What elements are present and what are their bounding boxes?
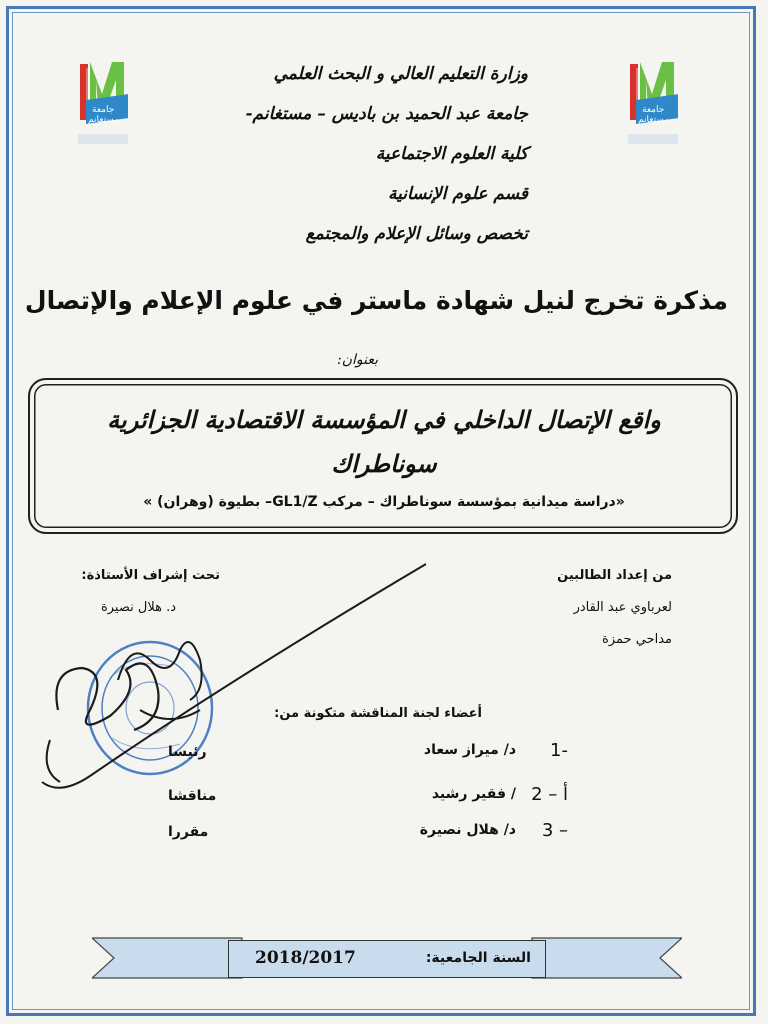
student-name-1: لعرباوي عبد القادر xyxy=(573,600,672,615)
title-label: بعنوان: xyxy=(337,352,378,368)
member-role-2: مناقشا xyxy=(168,788,217,804)
handwritten-signature xyxy=(30,560,430,800)
degree-title: مذكرة تخرج لنيل شهادة ماستر في علوم الإعلام والإتصال xyxy=(24,286,728,315)
supervisor-name: د. هلال نصيرة xyxy=(100,600,176,615)
university-logo-left xyxy=(72,58,134,158)
university-name: جامعة عبد الحميد بن باديس – مستغانم- xyxy=(245,104,528,124)
svg-text:مستغانم: مستغانم xyxy=(638,115,670,125)
svg-text:جامعة: جامعة xyxy=(642,105,665,115)
thesis-title-line2: سوناطراك xyxy=(331,450,437,478)
svg-text:مستغانم: مستغانم xyxy=(88,115,120,125)
students-label: من إعداد الطالبين xyxy=(557,568,672,583)
thesis-title-line1: واقع الإتصال الداخلي في المؤسسة الاقتصادية الجزائرية xyxy=(107,406,661,434)
member-role-3: مقررا xyxy=(168,824,209,840)
member-name: د/ ميراز سعاد xyxy=(423,742,516,758)
member-number: 3 – xyxy=(541,820,568,841)
department-name: قسم علوم الإنسانية xyxy=(388,184,528,204)
member-name: د/ هلال نصيرة xyxy=(419,822,516,838)
thesis-subtitle: «دراسة ميدانية بمؤسسة سوناطراك – مركب GL1/Z– بطيوة (وهران) » xyxy=(143,494,625,510)
member-role-1: رئيسا xyxy=(168,744,207,760)
member-name: / فقير رشيد xyxy=(431,786,516,802)
student-name-2: مداحي حمزة xyxy=(602,632,672,647)
university-logo-right xyxy=(622,58,684,158)
member-number: 2 – أ xyxy=(531,784,568,805)
academic-year-box xyxy=(228,940,546,978)
svg-text:جامعة: جامعة xyxy=(92,105,115,115)
supervisor-label: تحت إشراف الأستاذة: xyxy=(81,568,220,583)
member-number: 1- xyxy=(550,740,568,761)
academic-year-value: 2018/2017 xyxy=(255,948,356,968)
faculty-name: كلية العلوم الاجتماعية xyxy=(375,144,528,164)
academic-year-label: السنة الجامعية: xyxy=(425,950,531,966)
committee-label: أعضاء لجنة المناقشة متكونة من: xyxy=(274,706,482,721)
ministry-name: وزارة التعليم العالي و البحث العلمي xyxy=(273,64,528,84)
specialty-name: تخصص وسائل الإعلام والمجتمع xyxy=(305,224,528,244)
